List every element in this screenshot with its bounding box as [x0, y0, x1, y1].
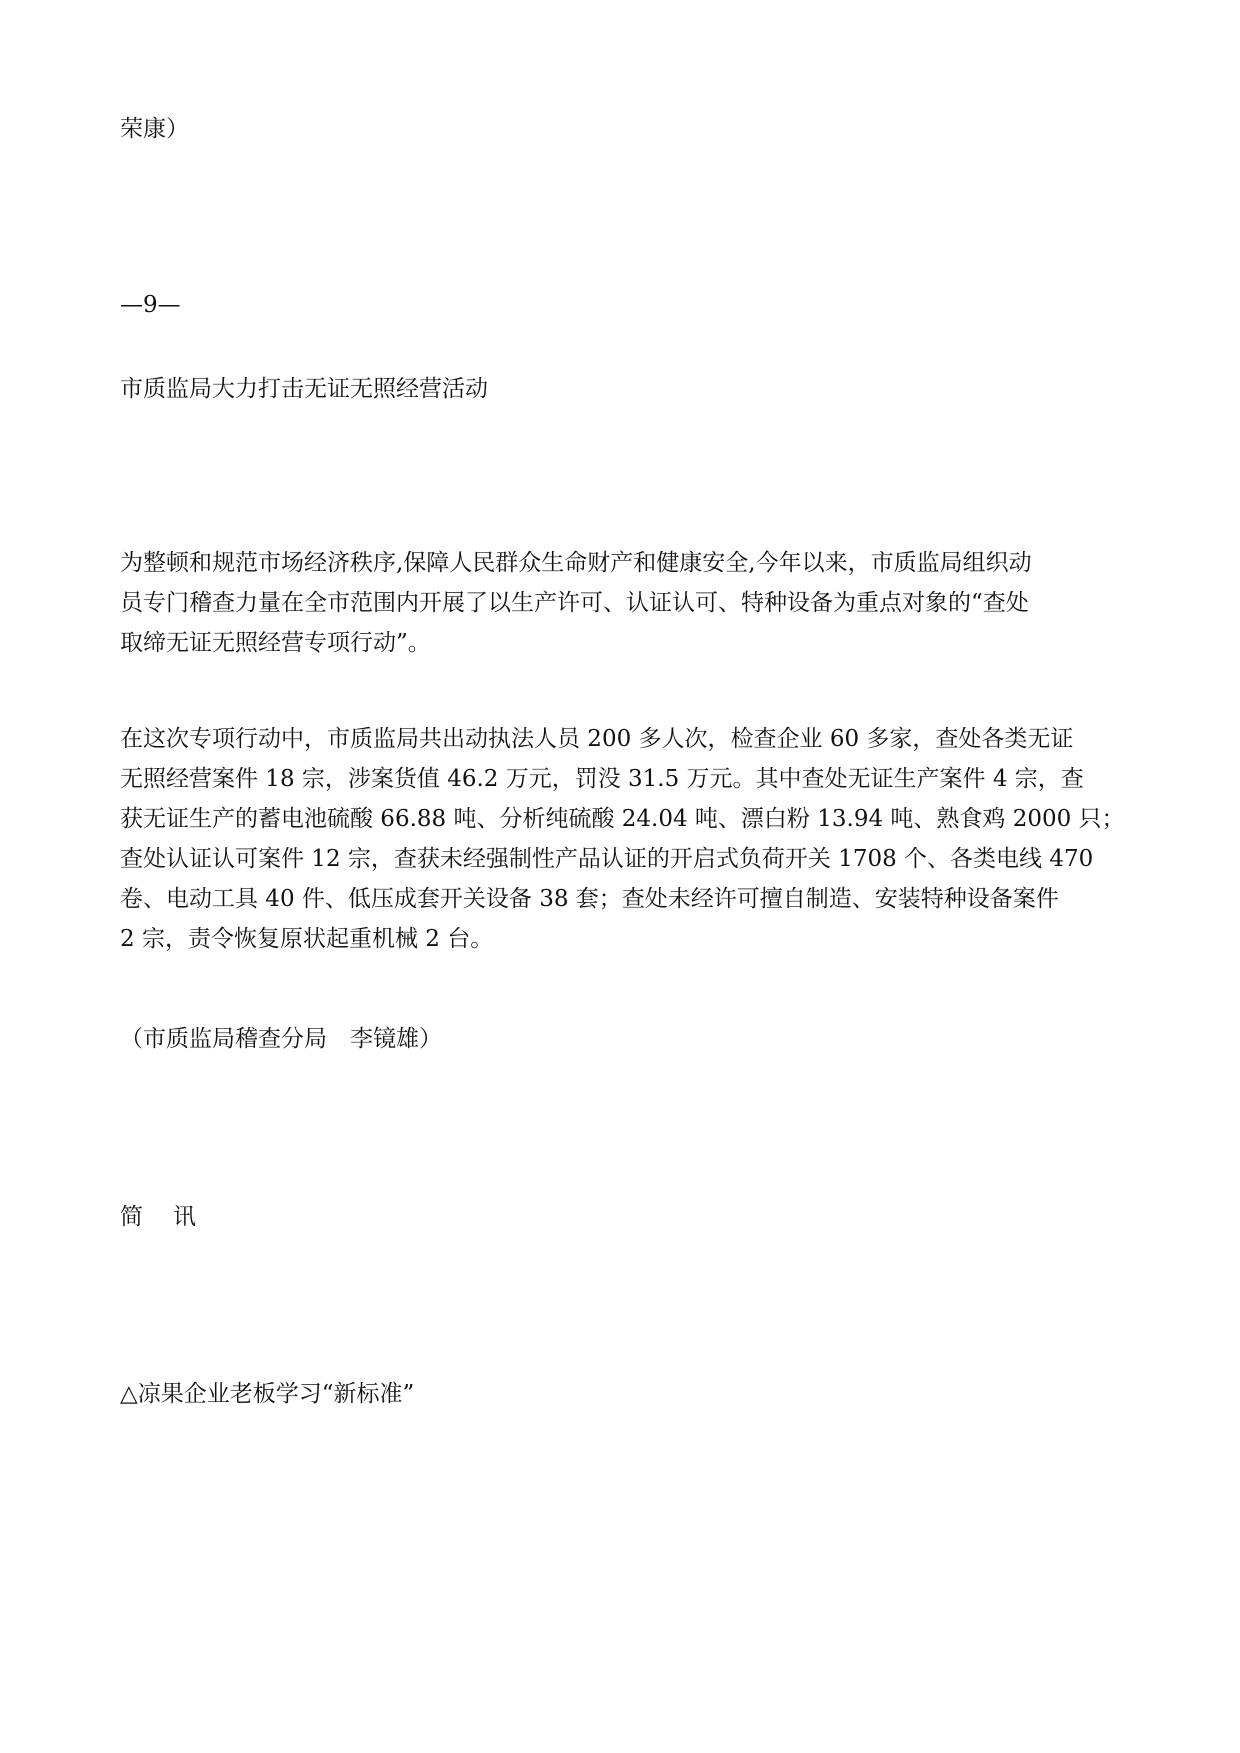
paragraph-line: 取缔无证无照经营专项行动”。: [120, 630, 431, 656]
brief-item: △凉果企业老板学习“新标准”: [120, 1381, 415, 1407]
paragraph-line: 无照经营案件 18 宗，涉案货值 46.2 万元，罚没 31.5 万元。其中查处无证生产案件 4 宗，查: [120, 766, 1084, 792]
paragraph-line: 查处认证认可案件 12 宗，查获未经强制性产品认证的开启式负荷开关 1708 个、各类电线 470: [120, 846, 1094, 872]
article-paragraph-1: [120, 543, 1120, 663]
page-number: —9—: [120, 292, 181, 318]
paragraph-line: 在这次专项行动中，市质监局共出动执法人员 200 多人次，检查企业 60 多家，查处各类无证: [120, 726, 1074, 752]
paragraph-line: 卷、电动工具 40 件、低压成套开关设备 38 套；查处未经许可擅自制造、安装特种设备案件: [120, 886, 1059, 912]
paragraph-line: 2 宗，责令恢复原状起重机械 2 台。: [120, 926, 494, 952]
section-heading: 简讯: [120, 1204, 226, 1230]
previous-article-tail: 荣康）: [120, 116, 189, 142]
article-byline: （市质监局稽查分局 李镜雄）: [120, 1026, 442, 1052]
paragraph-line: 获无证生产的蓄电池硫酸 66.88 吨、分析纯硫酸 24.04 吨、漂白粉 13.94 吨、熟食鸡 2000 只；: [120, 806, 1125, 832]
paragraph-line: 为整顿和规范市场经济秩序,保障人民群众生命财产和健康安全,今年以来，市质监局组织动: [120, 550, 1032, 576]
article-title: 市质监局大力打击无证无照经营活动: [120, 376, 488, 402]
article-paragraph-2: [120, 719, 1125, 959]
paragraph-line: 员专门稽查力量在全市范围内开展了以生产许可、认证认可、特种设备为重点对象的“查处: [120, 590, 1029, 616]
